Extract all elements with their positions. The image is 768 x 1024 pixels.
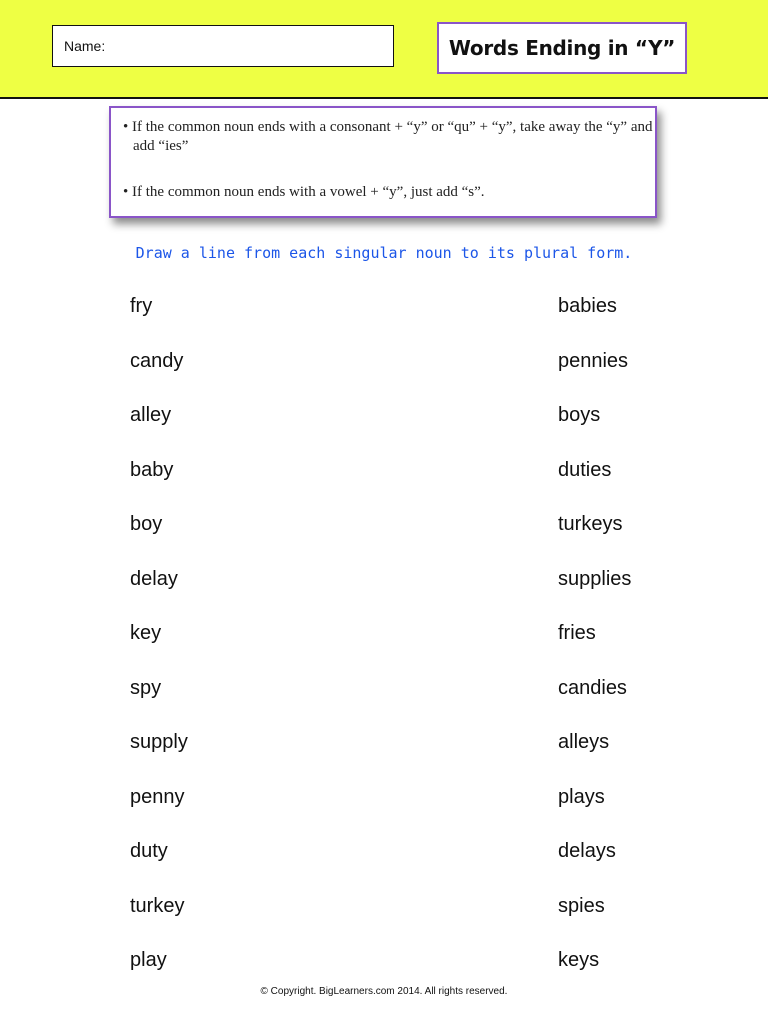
plural-word[interactable]: turkeys [558,513,623,535]
singular-word[interactable]: supply [130,731,188,753]
singular-word[interactable]: penny [130,786,185,808]
page-title: Words Ending in “Y” [448,36,676,60]
plural-word[interactable]: babies [558,295,617,317]
instruction-text: Draw a line from each singular noun to its plural form. [135,244,633,262]
plural-word[interactable]: boys [558,404,601,426]
rule-consonant-y: • If the common noun ends with a consonant + “y” or “qu” + “y”, take away the “y” and add “ies” [123,119,653,154]
singular-word[interactable]: alley [130,404,172,426]
singular-word[interactable]: candy [130,350,184,372]
plural-word[interactable]: candies [558,677,627,699]
singular-word[interactable]: fry [130,295,153,317]
plural-word[interactable]: alleys [558,731,610,753]
singular-word[interactable]: duty [130,840,168,862]
plural-word[interactable]: supplies [558,568,632,590]
singular-word[interactable]: spy [130,677,162,699]
title-box [437,22,687,74]
copyright-footer: © Copyright. BigLearners.com 2014. All rights reserved. [260,986,508,997]
singular-word[interactable]: delay [130,568,178,590]
rule-vowel-y: • If the common noun ends with a vowel + “y”, just add “s”. [123,184,485,200]
name-label: Name: [64,38,106,54]
plural-word[interactable]: delays [558,840,616,862]
plural-word[interactable]: keys [558,949,600,971]
plural-word[interactable]: spies [558,895,605,917]
plural-word[interactable]: duties [558,459,612,481]
singular-word[interactable]: play [130,949,167,971]
singular-word[interactable]: baby [130,459,174,481]
name-field[interactable] [52,25,394,67]
plural-word[interactable]: fries [558,622,596,644]
singular-word[interactable]: key [130,622,162,644]
singular-word[interactable]: boy [130,513,163,535]
singular-word[interactable]: turkey [130,895,185,917]
plural-word[interactable]: plays [558,786,605,808]
plural-word[interactable]: pennies [558,350,629,372]
rules-box [109,106,657,218]
